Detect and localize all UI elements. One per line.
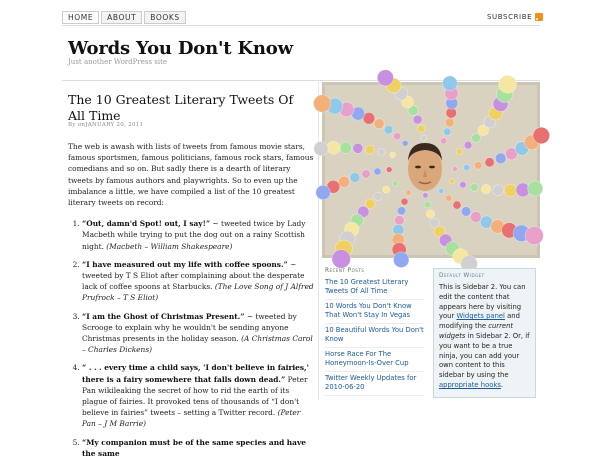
tweet-text: ~ tweeted by Scrooge to explain why he wouldn't be sending anyone Christmas presents in the holiday season.: [82, 311, 297, 344]
decorative-sphere: [378, 148, 385, 155]
recent-posts-widget: [325, 268, 425, 398]
decorative-sphere: [423, 193, 428, 198]
nav-about[interactable]: ABOUT: [101, 11, 142, 24]
decorative-sphere: [417, 125, 425, 133]
list-item: [82, 437, 316, 459]
decorative-sphere: [453, 167, 458, 172]
decorative-sphere: [395, 215, 405, 225]
decorative-sphere: [365, 145, 374, 154]
decorative-sphere: [528, 181, 543, 196]
decorative-sphere: [406, 190, 411, 195]
decorative-sphere: [314, 142, 328, 156]
decorative-sphere: [474, 161, 482, 169]
decorative-sphere: [402, 140, 408, 146]
list-item: [82, 218, 316, 252]
nav-books[interactable]: BOOKS: [144, 11, 186, 24]
decorative-sphere: [470, 212, 481, 223]
face-illustration: [408, 143, 442, 191]
default-widget-text: [439, 283, 530, 391]
widgets-panel-link[interactable]: Widgets panel: [456, 312, 505, 321]
decorative-sphere: [464, 164, 470, 170]
tweet-text: ~ tweeted twice by Lady Macbeth while trying to put the dog out on a rainy Scottish night.: [82, 219, 306, 251]
header-divider: [62, 80, 540, 81]
tweet-quote: “ . . . every time a child says, 'I don't believe in fairies,' there is a fairy somewhere that falls down dead.”: [82, 363, 309, 384]
decorative-sphere: [445, 118, 454, 127]
decorative-sphere: [390, 152, 396, 158]
decorative-sphere: [426, 210, 434, 218]
post-content: [68, 141, 316, 466]
decorative-sphere: [443, 128, 451, 136]
tweet-quote: “I am the Ghost of Christmas Present.”: [82, 311, 245, 321]
decorative-sphere: [439, 188, 444, 193]
subscribe-label: SUBSCRIBE: [487, 13, 533, 21]
decorative-sphere: [340, 142, 352, 154]
top-navigation: [62, 11, 188, 24]
decorative-sphere: [397, 207, 405, 215]
decorative-sphere: [413, 115, 422, 124]
recent-post-link[interactable]: 10 Words You Don't Know That Won't Stay In Vegas: [325, 302, 425, 324]
decorative-sphere: [314, 95, 331, 112]
decorative-sphere: [394, 133, 401, 140]
site-title[interactable]: Words You Don't Know: [68, 38, 293, 59]
decorative-sphere: [461, 207, 471, 217]
decorative-sphere: [377, 70, 393, 86]
tweet-quote: “My companion must be of the same species and have the same: [82, 437, 306, 458]
decorative-sphere: [456, 148, 462, 154]
decorative-sphere: [350, 173, 360, 183]
recent-post-link[interactable]: 10 Beautiful Words You Don't Know: [325, 326, 425, 348]
decorative-sphere: [353, 143, 363, 153]
decorative-sphere: [453, 201, 461, 209]
decorative-sphere: [374, 168, 381, 175]
widget-text-4: .: [500, 380, 504, 389]
decorative-sphere: [362, 170, 371, 179]
tweet-quote: “Out, damn'd Spot! out, I say!”: [82, 219, 211, 229]
decorative-sphere: [499, 75, 517, 93]
decorative-sphere: [374, 119, 384, 129]
site-tagline: Just another WordPress site: [68, 58, 168, 66]
decorative-sphere: [327, 141, 340, 154]
column-divider: [318, 80, 319, 400]
recent-post-link[interactable]: The 10 Greatest Literary Tweets Of All Time: [325, 278, 425, 300]
rss-icon: [535, 13, 543, 21]
tweet-text: ~ tweeted by T S Eliot after complaining about the desperate lack of coffee spoons at Starbucks.: [82, 259, 305, 292]
decorative-sphere: [525, 227, 543, 245]
decorative-sphere: [464, 141, 472, 149]
post-intro: The web is awash with lists of tweets from famous movie stars, famous sportsmen, famous politicians, famous rock stars, famous comedians and so on. But sadly there is a dearth of literary tweets by famous authors and playwrights. So to even up the imbalance a little, we have compiled a list of the 10 greatest literary tweets on record:: [68, 142, 314, 208]
tweet-source: (The Love Song of J Alfred Prufrock – T S Eliot): [82, 282, 314, 303]
decorative-sphere: [441, 138, 447, 144]
default-widget: [433, 268, 536, 398]
widget-emphasis: current widgets: [439, 322, 514, 340]
default-widget-heading: Default Widget: [439, 273, 485, 279]
decorative-sphere: [485, 158, 494, 167]
post-title[interactable]: The 10 Greatest Literary Tweets Of All Time: [68, 92, 294, 123]
subscribe-link[interactable]: [487, 13, 543, 21]
tweet-source: (A Christmas Carol – Charles Dickens): [82, 334, 313, 355]
decorative-sphere: [481, 184, 490, 193]
decorative-sphere: [493, 185, 504, 196]
decorative-sphere: [445, 195, 452, 202]
decorative-sphere: [504, 184, 516, 196]
spiral-spheres-artwork: [325, 85, 537, 255]
tweet-source: (Macbeth – William Shakespeare): [106, 241, 233, 251]
tweet-list: [68, 218, 316, 459]
list-item: [82, 259, 316, 304]
top-divider: [62, 25, 540, 26]
decorative-sphere: [374, 192, 382, 200]
decorative-sphere: [392, 181, 398, 187]
post-meta-prefix: By on: [68, 122, 86, 128]
decorative-sphere: [384, 125, 393, 134]
decorative-sphere: [470, 183, 478, 191]
widget-text-2: and modifying the: [439, 312, 520, 331]
decorative-sphere: [316, 185, 330, 199]
recent-post-link[interactable]: Horse Race For The Honeymoon-Is-Over Cup: [325, 350, 425, 372]
widget-text-3: in Sidebar 2. Or, if you want to be a true ninja, you can add your own content to this sidebar by using the: [439, 331, 530, 380]
decorative-sphere: [424, 201, 431, 208]
nav-home[interactable]: HOME: [62, 11, 99, 24]
recent-post-link[interactable]: Twitter Weekly Updates for 2010-06-20: [325, 374, 425, 396]
featured-image[interactable]: [322, 82, 540, 258]
decorative-sphere: [401, 198, 408, 205]
tweet-source: (Peter Pan – J M Barrie): [82, 408, 301, 429]
appropriate-hooks-link[interactable]: appropriate hooks: [439, 380, 501, 389]
decorative-sphere: [332, 250, 351, 269]
tweet-text: Peter Pan wikileaking the secret of how to rid the earth of its plague of fairies. It provoked tens of thousands of “I don't believe in fairies” tweets – setting a Twitter record.: [82, 374, 308, 418]
decorative-sphere: [533, 127, 550, 144]
list-item: [82, 362, 316, 429]
decorative-sphere: [449, 179, 454, 184]
decorative-sphere: [472, 133, 481, 142]
widget-text-1: This is Sidebar 2. You can edit the content that appears here by visiting your: [439, 283, 526, 321]
decorative-sphere: [393, 252, 409, 268]
decorative-sphere: [443, 76, 458, 91]
post-meta: [68, 122, 143, 128]
decorative-sphere: [460, 181, 467, 188]
decorative-sphere: [386, 167, 392, 173]
decorative-sphere: [383, 186, 390, 193]
post-date[interactable]: JANUARY 20, 2011: [85, 122, 144, 128]
recent-posts-heading: Recent Posts: [325, 268, 365, 274]
list-item: [82, 311, 316, 356]
decorative-sphere: [495, 153, 506, 164]
decorative-sphere: [421, 135, 427, 141]
tweet-quote: “I have measured out my life with coffee spoons.”: [82, 259, 288, 269]
